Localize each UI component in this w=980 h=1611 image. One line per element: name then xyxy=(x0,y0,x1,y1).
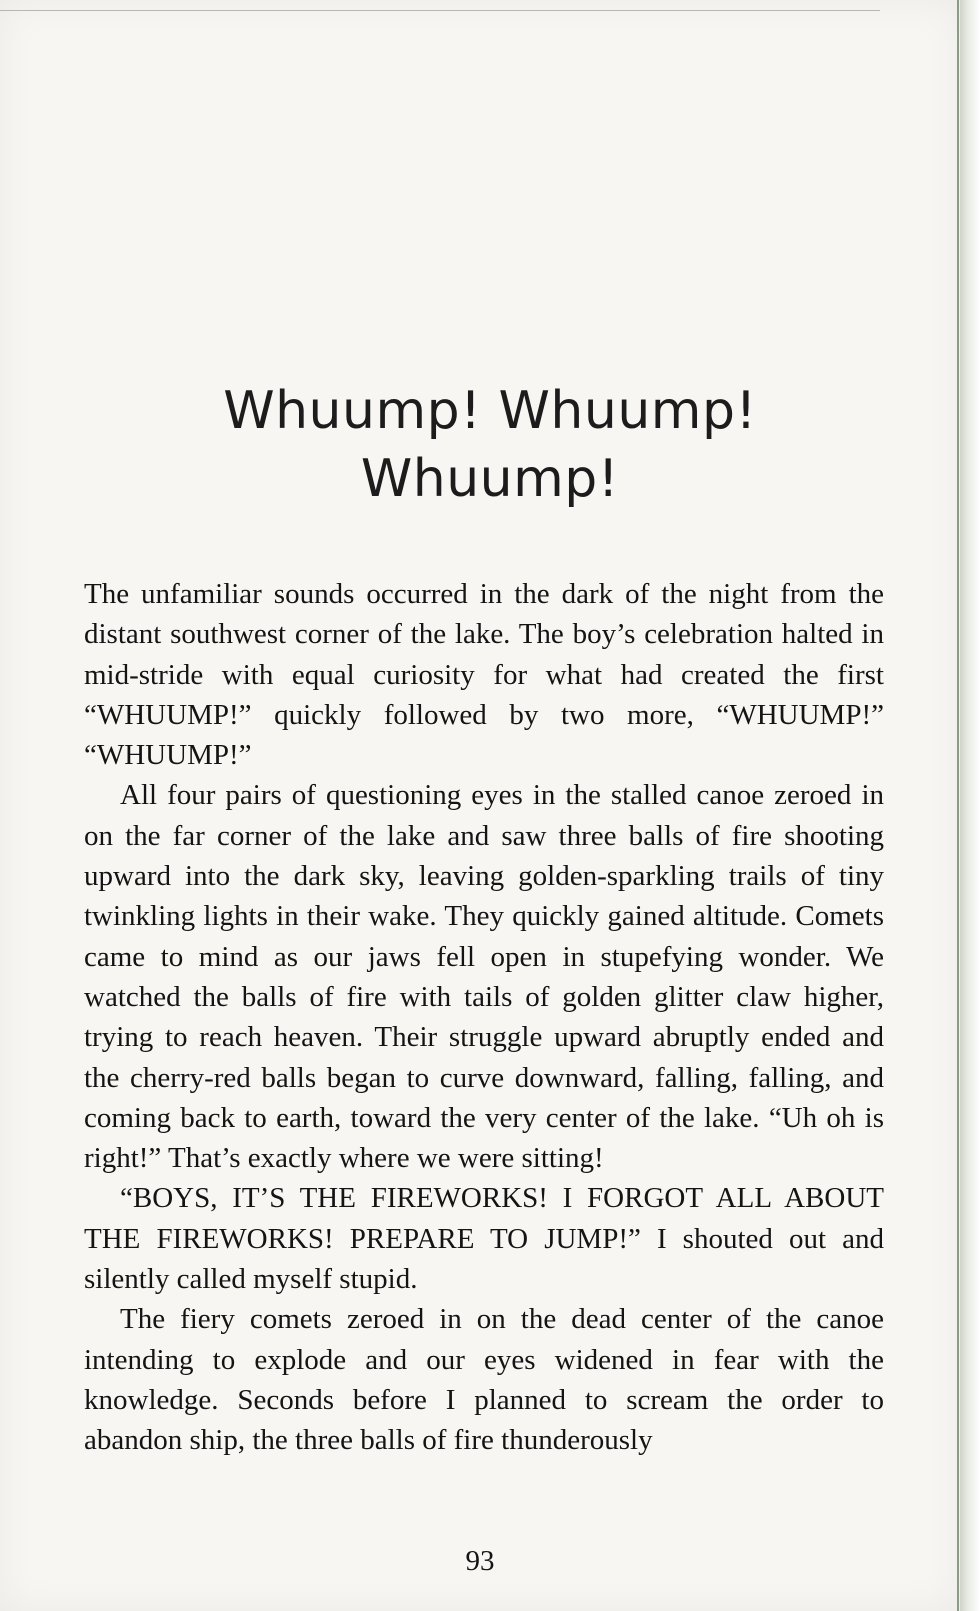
page-number: 93 xyxy=(465,1545,495,1577)
top-rule xyxy=(0,10,880,11)
paragraph-4: The fiery comets zeroed in on the dead center of the canoe intending to explode and our eyes widened in fear with the knowledge. Seconds before I planned to scream the order to abandon ship, the three balls of fire thunderously xyxy=(84,1303,884,1457)
chapter-title-line-2: Whuump! xyxy=(360,448,620,509)
paragraph-2: All four pairs of questioning eyes in the stalled canoe zeroed in on the far corner of the lake and saw three balls of fire shooting upward into the dark sky, leaving golden-sparkling trails of tiny twinkling lights in their wake. They quickly gained altitude. Comets came to mind as our jaws fell open in stupefying wonder. We watched the balls of fire with tails of golden glitter claw higher, trying to reach heaven. Their struggle upward abruptly ended and the cherry-red balls began to curve downward, falling, falling, and coming back to earth, toward the very center of the lake. “Uh oh is right!” That’s exactly where we were sitting! xyxy=(84,779,884,1175)
page-edge-line xyxy=(957,0,959,1611)
paragraph-1: The unfamiliar sounds occurred in the dark of the night from the distant southwest corner of the lake. The boy’s celebration halted in mid-stride with equal curiosity for what had created the first “WHUUMP!” quickly followed by two more, “WHUUMP!” “WHUUMP!” xyxy=(84,578,884,772)
paragraph-3: “BOYS, IT’S THE FIREWORKS! I FORGOT ALL ABOUT THE FIREWORKS! PREPARE TO JUMP!” I shouted out and silently called myself stupid. xyxy=(84,1182,884,1296)
body-text xyxy=(84,574,884,1461)
page-edge xyxy=(960,0,980,1611)
chapter-title-line-1: Whuump! Whuump! xyxy=(223,380,757,441)
chapter-title xyxy=(80,377,900,513)
